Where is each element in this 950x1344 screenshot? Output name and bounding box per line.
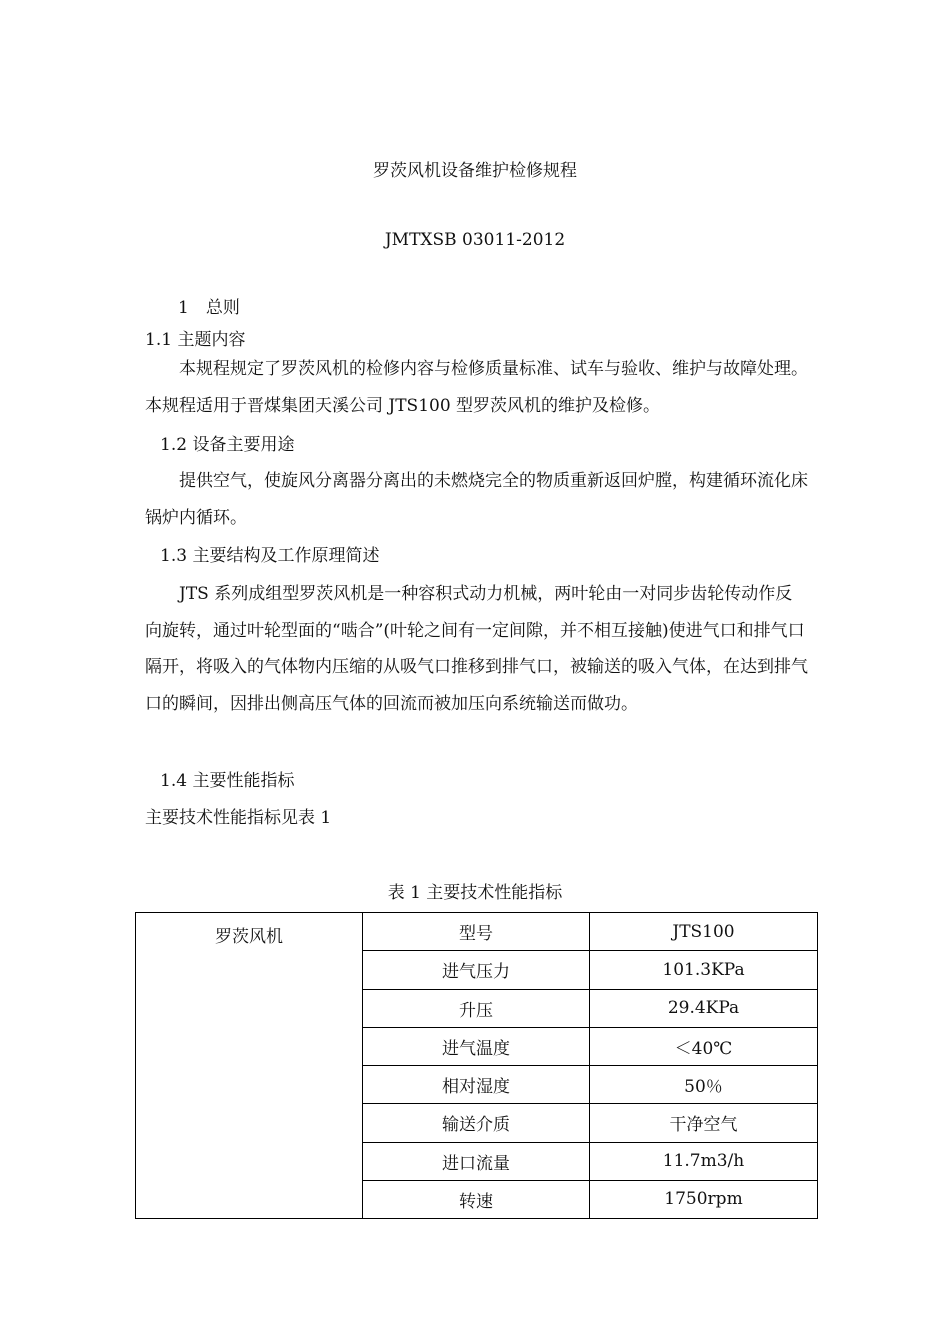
table-param-cell: 相对湿度 (363, 1066, 590, 1104)
document-code: JMTXSB 03011-2012 (384, 230, 566, 250)
section-1-4-heading: 1.4 主要性能指标 (160, 771, 295, 791)
section-1-2-paragraph (145, 463, 809, 536)
table-value-cell: 1750rpm (590, 1180, 818, 1218)
table-value-cell: ＜40℃ (590, 1027, 818, 1065)
table-param-cell: 进气压力 (363, 951, 590, 989)
section-1-2-heading: 1.2 设备主要用途 (160, 435, 295, 455)
table-value-cell: 干净空气 (590, 1104, 818, 1142)
section-1-2-text: 提供空气，使旋风分离器分离出的未燃烧完全的物质重新返回炉膛，构建循环流化床锅炉内循环。 (145, 471, 808, 528)
table-param-cell: 进气温度 (363, 1027, 590, 1065)
table-param-cell: 转速 (363, 1180, 590, 1218)
table-param-cell: 型号 (363, 913, 590, 951)
table-group-label: 罗茨风机 (136, 913, 363, 1219)
table-value-cell: 50％ (590, 1066, 818, 1104)
section-1-heading: 1 总则 (178, 298, 240, 318)
table-value-cell: 11.7m3/h (590, 1142, 818, 1180)
section-1-4-text: 主要技术性能指标见表 1 (145, 808, 332, 828)
section-1-3-heading: 1.3 主要结构及工作原理简述 (160, 546, 380, 566)
section-1-3-paragraph (145, 576, 809, 722)
table-row (136, 913, 818, 951)
section-1-1-heading: 1.1 主题内容 (145, 330, 246, 350)
document-title: 罗茨风机设备维护检修规程 (373, 161, 577, 181)
spec-table (135, 912, 818, 1219)
table-param-cell: 进口流量 (363, 1142, 590, 1180)
section-1-1-paragraph (145, 351, 809, 424)
table-caption: 表 1 主要技术性能指标 (387, 883, 563, 903)
table-value-cell: 29.4KPa (590, 989, 818, 1027)
table-param-cell: 升压 (363, 989, 590, 1027)
table-value-cell: 101.3KPa (590, 951, 818, 989)
table-param-cell: 输送介质 (363, 1104, 590, 1142)
table-value-cell: JTS100 (590, 913, 818, 951)
section-1-1-text: 本规程规定了罗茨风机的检修内容与检修质量标准、试车与验收、维护与故障处理。本规程适用于晋煤集团天溪公司 JTS100 型罗茨风机的维护及检修。 (145, 359, 808, 416)
section-1-3-text: JTS 系列成组型罗茨风机是一种容积式动力机械，两叶轮由一对同步齿轮传动作反向旋转，通过叶轮型面的“啮合”(叶轮之间有一定间隙，并不相互接触)使进气口和排气口隔开，将吸入的气体物内压缩的从吸气口推移到排气口，被输送的吸入气体，在达到排气口的瞬间，因排出侧高压气体的回流而被加压向系统输送而做功。 (145, 584, 808, 714)
